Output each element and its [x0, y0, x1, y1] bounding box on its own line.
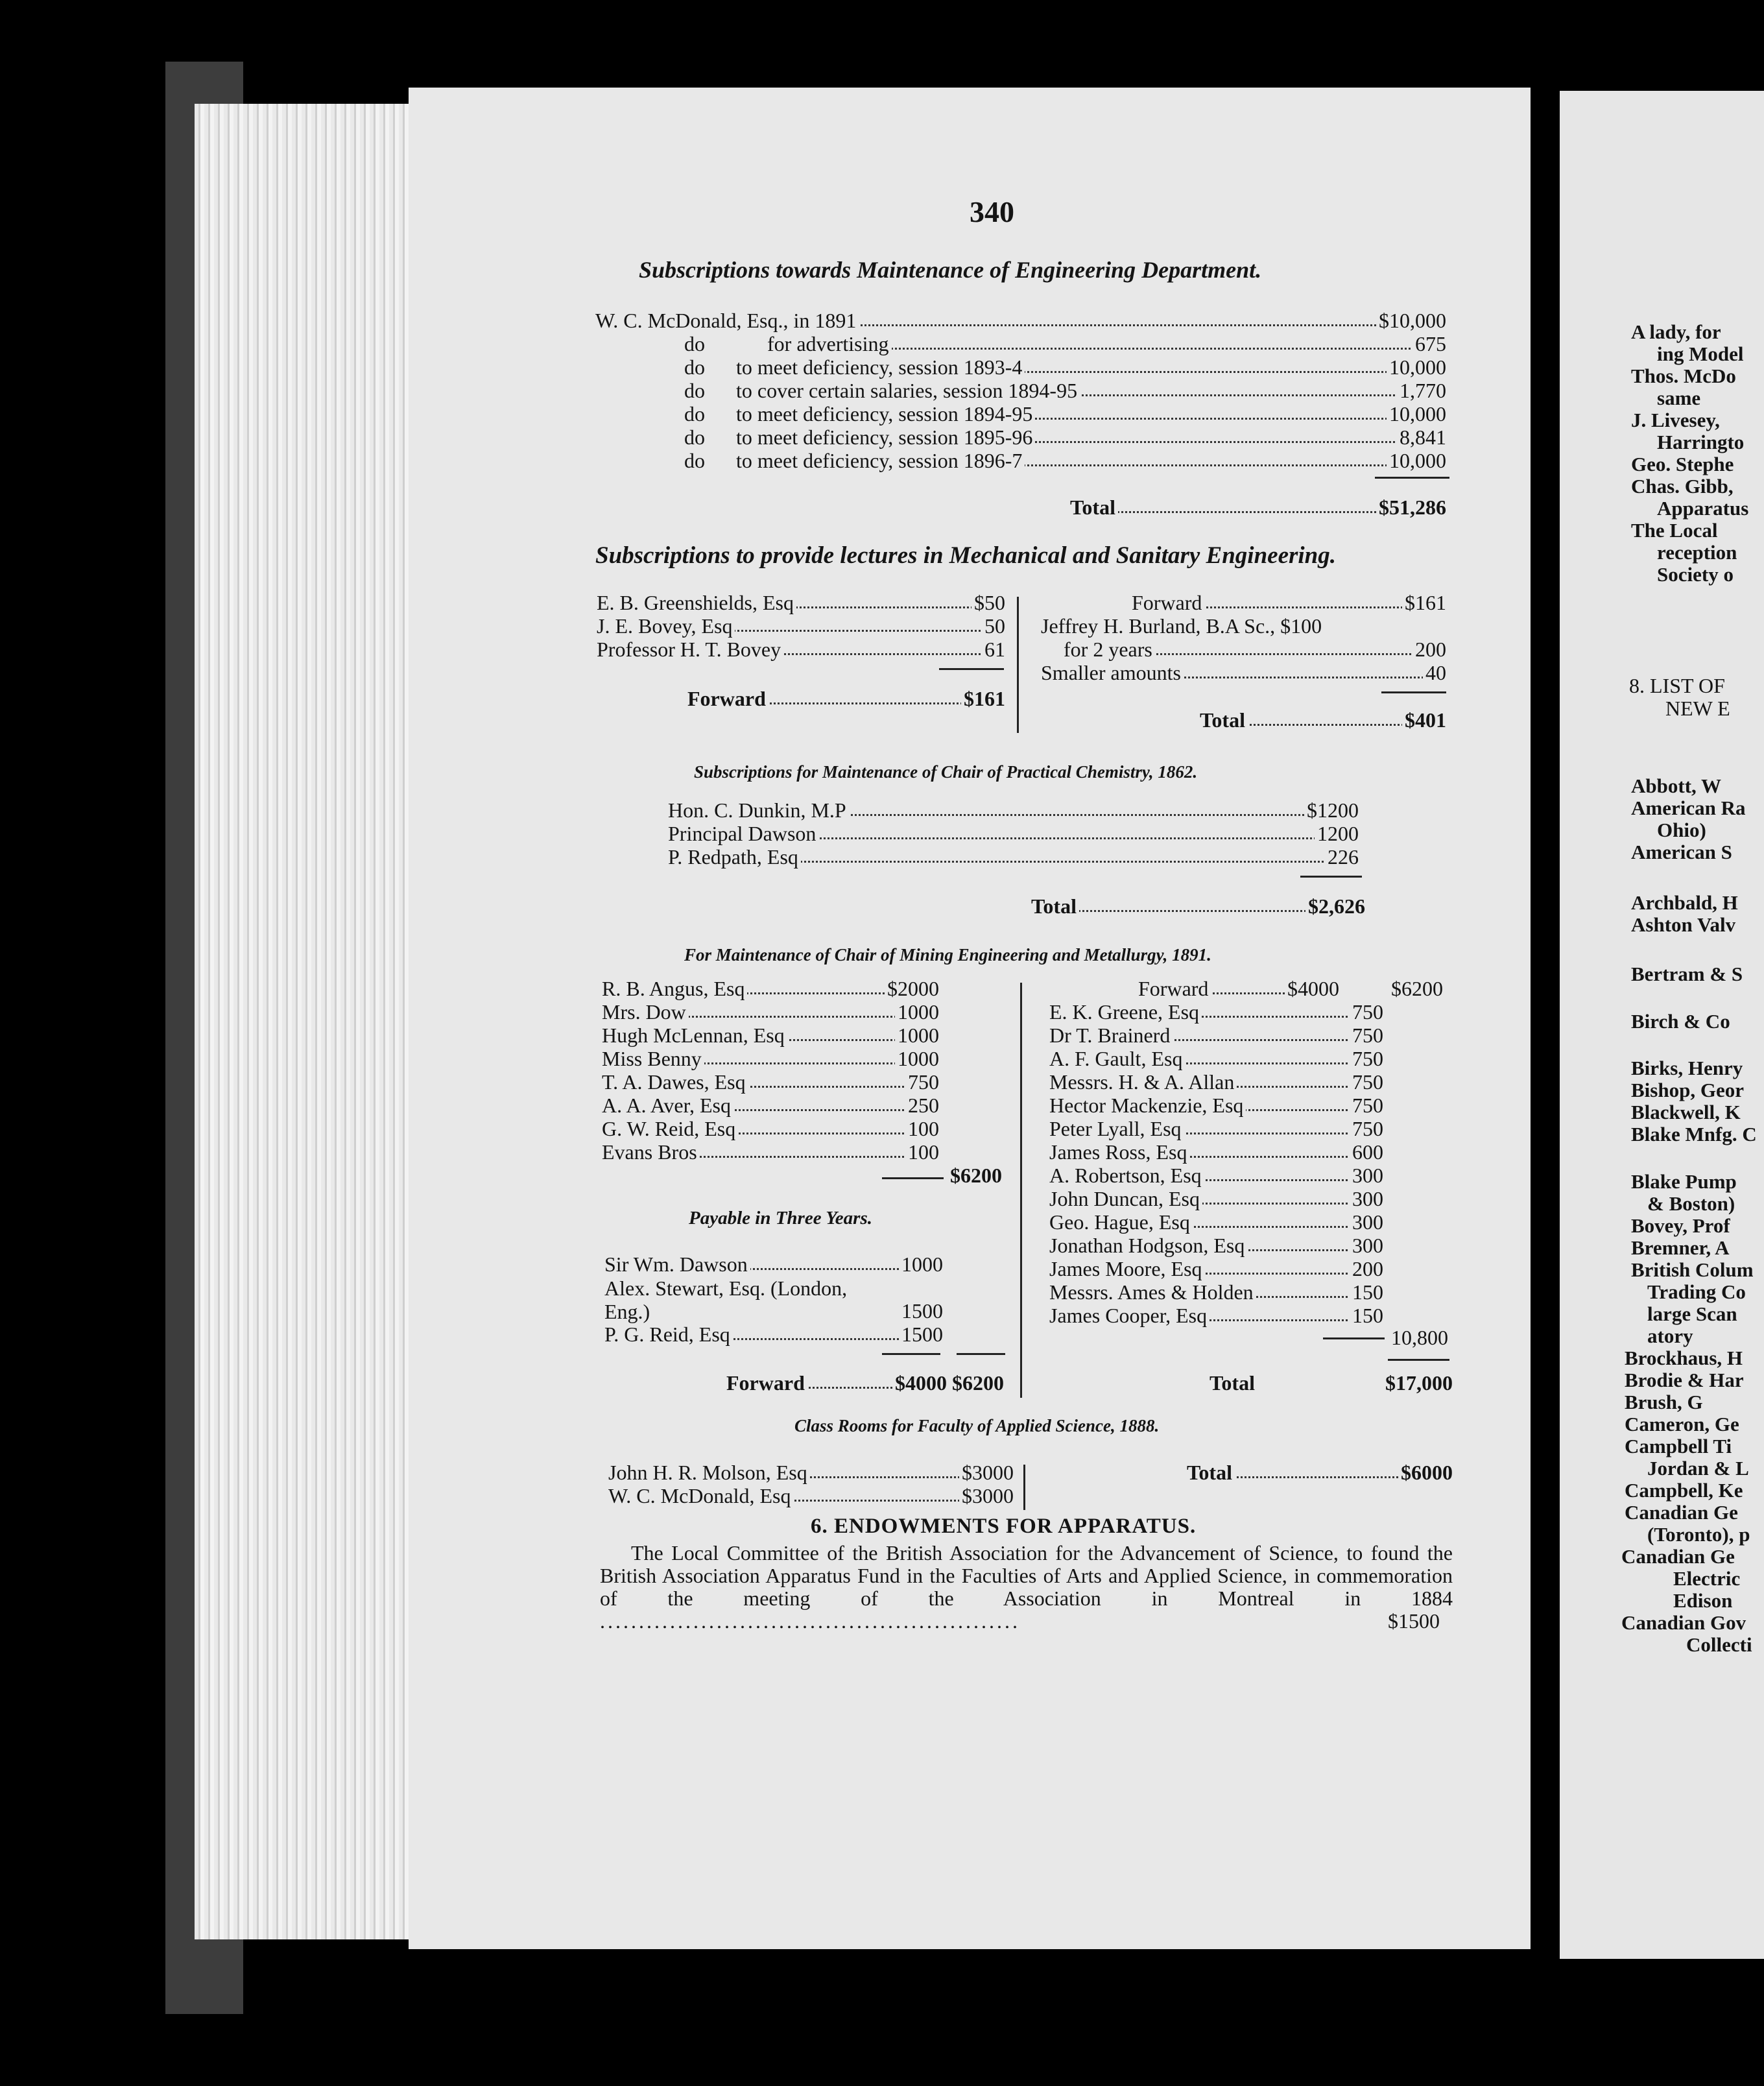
forward-label: Forward	[726, 1372, 807, 1394]
forward-label: Forward	[1132, 592, 1204, 614]
right-list-item: Canadian Ge	[1621, 1545, 1735, 1568]
s2-row	[1064, 638, 1446, 660]
s3-total-value: $2,626	[1305, 895, 1365, 917]
s1-row-label: W. C. McDonald, Esq., in 1891	[595, 309, 859, 331]
right-list-item: British Colum	[1631, 1258, 1754, 1281]
right-list-item: Brush, G	[1625, 1391, 1703, 1413]
s1-row-value: 675	[1412, 333, 1446, 355]
right-list-item: Blake Mnfg. C	[1631, 1123, 1757, 1145]
right-list-item: Birks, Henry	[1631, 1057, 1743, 1079]
s4-row-value: 150	[1350, 1281, 1383, 1303]
s4-row-label: A. F. Gault, Esq	[1049, 1048, 1185, 1070]
s2-total-value: $401	[1402, 709, 1446, 731]
forward-label: Forward	[687, 688, 769, 710]
s4-right-rule	[1323, 1337, 1385, 1339]
right-list-item: Trading Co	[1647, 1280, 1746, 1303]
s2-row-value: 50	[982, 615, 1005, 637]
s4-row-label: Hugh McLennan, Esq	[602, 1024, 787, 1046]
page-number: 340	[970, 195, 1014, 228]
s3-title: Subscriptions for Maintenance of Chair of Practical Chemistry, 1862.	[694, 762, 1198, 782]
s4-payable-row	[604, 1323, 943, 1345]
s4-row-label: Sir Wm. Dawson	[604, 1253, 750, 1275]
right-list-item: Abbott, W	[1631, 774, 1721, 797]
s4-payable-rule	[882, 1353, 940, 1355]
s4-row	[1049, 1211, 1383, 1233]
s1-row-label: do to meet deficiency, session 1893-4	[684, 356, 1025, 378]
s4-row-value: 1000	[895, 1048, 939, 1070]
s4-row-value: 750	[905, 1071, 939, 1093]
s4-right-subtotal: 10,800	[1391, 1326, 1448, 1349]
right-list-item: American Ra	[1631, 797, 1746, 819]
s2-total-row	[1200, 709, 1446, 731]
s3-total-label: Total	[1031, 895, 1079, 917]
s4-row	[602, 1024, 939, 1046]
forward-label: Forward	[1138, 977, 1211, 1000]
s1-row-value: 10,000	[1387, 356, 1446, 378]
s4-row-value: 1000	[895, 1024, 939, 1046]
s1-row	[684, 426, 1446, 448]
s2-total-label: Total	[1200, 709, 1248, 731]
s4-row-label: Peter Lyall, Esq	[1049, 1118, 1184, 1140]
right-line: A lady, for	[1631, 320, 1721, 343]
s4-row	[1049, 1071, 1383, 1093]
right-line: J. Livesey,	[1631, 409, 1720, 431]
s1-row-label: do to cover certain salaries, session 1894-95	[684, 379, 1080, 402]
s2-row	[597, 638, 1005, 660]
s3-row-value: 226	[1325, 846, 1359, 868]
s4-row-label: G. W. Reid, Esq	[602, 1118, 738, 1140]
s4-row-value: 300	[1350, 1164, 1383, 1186]
s6-heading: 6. ENDOWMENTS FOR APPARATUS.	[811, 1515, 1197, 1538]
s4-row	[1049, 1258, 1383, 1280]
s1-row	[684, 379, 1446, 402]
s5-total-row	[1187, 1461, 1453, 1483]
s3-sum-rule	[1300, 876, 1362, 878]
right-section-heading: 8. LIST OF	[1629, 674, 1725, 697]
s4-row-label: Hector Mackenzie, Esq	[1049, 1094, 1246, 1116]
s3-row	[668, 799, 1359, 821]
s4-right-forward	[1138, 977, 1339, 1000]
s4-column-divider	[1020, 983, 1022, 1398]
s5-row-label: John H. R. Molson, Esq	[608, 1461, 810, 1483]
s4-row-value: 1000	[899, 1253, 943, 1275]
s1-row-value: 8,841	[1397, 426, 1446, 448]
s1-row	[684, 356, 1446, 378]
right-line: reception	[1657, 541, 1737, 564]
s3-row-label: Hon. C. Dunkin, M.P	[668, 799, 849, 821]
s4-row-value: $2000	[885, 977, 939, 1000]
s4-row-label: Miss Benny	[602, 1048, 704, 1070]
s5-total-label: Total	[1187, 1461, 1235, 1483]
s2-row-value: 40	[1423, 662, 1446, 684]
s4-row-label: P. G. Reid, Esq	[604, 1323, 733, 1345]
s1-row	[684, 333, 1446, 355]
s2-row-label: J. E. Bovey, Esq	[597, 615, 735, 637]
s4-row-value: 300	[1350, 1234, 1383, 1256]
s1-row	[684, 403, 1446, 425]
s4-row-value: 750	[1350, 1024, 1383, 1046]
s1-row	[595, 309, 1446, 331]
s2-row-label: for 2 years	[1064, 638, 1155, 660]
s4-row-value: 100	[905, 1141, 939, 1163]
s4-total-rule	[1388, 1359, 1449, 1361]
s2-right-rule	[1381, 691, 1446, 693]
s4-right-forward-b: $6200	[1391, 977, 1443, 1000]
s4-row-value: 250	[905, 1094, 939, 1116]
s4-row-value: 750	[1350, 1118, 1383, 1140]
s2-row-value: 61	[982, 638, 1005, 660]
s4-row	[1049, 1164, 1383, 1186]
s4-title: For Maintenance of Chair of Mining Engineering and Metallurgy, 1891.	[684, 945, 1211, 965]
book-spine	[1531, 78, 1560, 1985]
s1-title: Subscriptions towards Maintenance of Engineering Department.	[639, 257, 1262, 283]
s4-row-value: 750	[1350, 1094, 1383, 1116]
s4-left-forward	[726, 1372, 947, 1394]
s4-row-value: 1000	[895, 1001, 939, 1023]
s3-row-label: P. Redpath, Esq	[668, 846, 801, 868]
right-list-item: Canadian Gov	[1621, 1611, 1746, 1634]
right-line: same	[1657, 387, 1701, 409]
s4-row-value: 750	[1350, 1071, 1383, 1093]
s4-row	[1049, 1304, 1383, 1326]
s4-row-label: Messrs. Ames & Holden	[1049, 1281, 1256, 1303]
s2-left-rule	[939, 668, 1004, 670]
s4-total-value: $17,000	[1383, 1372, 1453, 1394]
s4-row-label: Mrs. Dow	[602, 1001, 689, 1023]
right-list-item: & Boston)	[1647, 1192, 1735, 1215]
s1-row-value: 1,770	[1397, 379, 1446, 402]
right-line: The Local	[1631, 519, 1718, 542]
s4-payable-row	[604, 1253, 943, 1275]
right-line: Harringto	[1657, 431, 1745, 453]
s3-row	[668, 846, 1359, 868]
s1-total-label: Total	[1070, 496, 1118, 518]
s1-row-label: do to meet deficiency, session 1895-96	[684, 426, 1035, 448]
s4-row	[602, 1141, 939, 1163]
right-list-item: Ashton Valv	[1631, 913, 1736, 936]
right-list-item: Jordan & L	[1647, 1457, 1749, 1480]
s4-row	[1049, 1141, 1383, 1163]
s2-burland-line: Jeffrey H. Burland, B.A Sc., $100	[1041, 614, 1322, 638]
s4-payable-row-value: 1500	[901, 1299, 943, 1323]
s4-row	[1049, 1024, 1383, 1046]
right-list-item: (Toronto), p	[1647, 1523, 1750, 1546]
s4-row	[1049, 1234, 1383, 1256]
s4-row	[602, 1094, 939, 1116]
s3-row-label: Principal Dawson	[668, 822, 818, 845]
s4-row-value: 1500	[899, 1323, 943, 1345]
s4-row	[602, 1001, 939, 1023]
s5-row-value: $3000	[959, 1485, 1014, 1507]
right-list-item: Brodie & Har	[1625, 1369, 1744, 1391]
s5-divider	[1023, 1465, 1025, 1510]
forward-value: $161	[1402, 592, 1446, 614]
s5-row	[608, 1461, 1014, 1483]
s4-row-label: Dr T. Brainerd	[1049, 1024, 1173, 1046]
right-line: Thos. McDo	[1631, 365, 1736, 387]
s4-row-label: James Cooper, Esq	[1049, 1304, 1210, 1326]
s2-column-divider	[1017, 597, 1019, 733]
right-list-item: American S	[1631, 841, 1732, 863]
s4-row-value: 750	[1350, 1001, 1383, 1023]
s4-row-label: R. B. Angus, Esq	[602, 977, 747, 1000]
s2-title: Subscriptions to provide lectures in Mechanical and Sanitary Engineering.	[595, 542, 1337, 569]
s4-total-row	[1210, 1372, 1453, 1394]
s2-row-label: E. B. Greenshields, Esq	[597, 592, 796, 614]
s2-row	[1041, 662, 1446, 684]
s4-row-value: 600	[1350, 1141, 1383, 1163]
right-list-item: Bremner, A	[1631, 1236, 1730, 1259]
s1-row-label: do to meet deficiency, session 1896-7	[684, 450, 1025, 472]
s1-row-value: 10,000	[1387, 403, 1446, 425]
right-line: Apparatus	[1657, 497, 1749, 520]
right-list-item: Collecti	[1686, 1633, 1752, 1656]
right-list-item: Canadian Ge	[1625, 1501, 1738, 1524]
s1-row-value: 10,000	[1387, 450, 1446, 472]
s1-total-value: $51,286	[1376, 496, 1446, 518]
s4-row	[1049, 1281, 1383, 1303]
right-list-item: Bertram & S	[1631, 963, 1743, 985]
s4-row-value: 200	[1350, 1258, 1383, 1280]
right-list-item: Birch & Co	[1631, 1010, 1730, 1033]
right-list-item: large Scan	[1647, 1302, 1737, 1325]
s4-left-subtotal: $6200	[950, 1164, 1002, 1187]
right-list-item: Blake Pump	[1631, 1170, 1737, 1193]
s4-row	[602, 977, 939, 1000]
s1-sum-rule	[1375, 477, 1449, 479]
right-list-item: Bovey, Prof	[1631, 1214, 1730, 1237]
right-list-item: Blackwell, K	[1631, 1101, 1741, 1123]
right-list-item: Edison	[1673, 1589, 1733, 1612]
s5-row	[608, 1485, 1014, 1507]
s2-row-value: 200	[1412, 638, 1446, 660]
s4-row-label: Geo. Hague, Esq	[1049, 1211, 1193, 1233]
right-line: Geo. Stephe	[1631, 453, 1734, 475]
s4-row-label: A. A. Aver, Esq	[602, 1094, 733, 1116]
s3-total-row	[1031, 895, 1365, 917]
s4-row-value: 300	[1350, 1211, 1383, 1233]
right-list-item: atory	[1647, 1325, 1693, 1347]
s4-row	[1049, 1001, 1383, 1023]
s3-row	[668, 822, 1359, 845]
s4-row	[602, 1118, 939, 1140]
s4-row-label: A. Robertson, Esq	[1049, 1164, 1204, 1186]
s4-row	[1049, 1188, 1383, 1210]
s4-row-value: 100	[905, 1118, 939, 1140]
forward-value: $4000	[892, 1372, 947, 1394]
s4-row	[1049, 1094, 1383, 1116]
s4-row	[602, 1048, 939, 1070]
right-list-item: Brockhaus, H	[1625, 1347, 1743, 1369]
s5-total-value: $6000	[1398, 1461, 1453, 1483]
s2-row-label: Smaller amounts	[1041, 662, 1184, 684]
right-list-item: Ohio)	[1657, 819, 1706, 841]
s4-row	[1049, 1048, 1383, 1070]
s2-row	[597, 615, 1005, 637]
s1-row	[684, 450, 1446, 472]
s6-paragraph-text: The Local Committee of the British Association for the Advancement of Science, to found the British Association Apparatus Fund in the Faculties of Arts and Applied Science, in commemoration of the meeting of the Association in Montreal in 1884	[600, 1541, 1453, 1610]
s4-row	[602, 1071, 939, 1093]
right-line: Chas. Gibb,	[1631, 475, 1734, 498]
s3-row-value: 1200	[1315, 822, 1359, 845]
s2-row	[597, 592, 1005, 614]
s4-row-label: Evans Bros	[602, 1141, 700, 1163]
s5-title: Class Rooms for Faculty of Applied Science, 1888.	[794, 1416, 1160, 1435]
right-list-item: Campbell Ti	[1625, 1435, 1732, 1457]
s2-row-label: Professor H. T. Bovey	[597, 638, 783, 660]
page-stack-edges	[195, 104, 409, 1939]
forward-value: $4000	[1285, 977, 1339, 1000]
s2-row-value: $50	[971, 592, 1005, 614]
s6-paragraph: The Local Committee of the British Association for the Advancement of Science, to found the British Association Apparatus Fund in the Faculties of Arts and Applied Science, in commemoration of the meeting of the Association in Montreal in 1884 ......................................................	[600, 1541, 1453, 1633]
s4-total-label: Total	[1210, 1372, 1257, 1394]
s4-left-rule	[882, 1177, 944, 1179]
s4-row-value: 150	[1350, 1304, 1383, 1326]
right-list-item: Bishop, Geor	[1631, 1079, 1744, 1101]
s1-row-value: $10,000	[1376, 309, 1446, 331]
s5-row-label: W. C. McDonald, Esq	[608, 1485, 793, 1507]
right-line: Society o	[1657, 563, 1734, 586]
s4-payable-heading: Payable in Three Years.	[689, 1208, 872, 1229]
s4-row	[1049, 1118, 1383, 1140]
s1-row-label: do for advertising	[684, 333, 892, 355]
s4-payable-rule	[957, 1353, 1005, 1355]
s4-row-label: Jonathan Hodgson, Esq	[1049, 1234, 1247, 1256]
s1-row-label: do to meet deficiency, session 1894-95	[684, 403, 1035, 425]
s4-row-label: Messrs. H. & A. Allan	[1049, 1071, 1237, 1093]
s6-value: $1500	[1388, 1609, 1440, 1633]
right-line: ing Model	[1657, 342, 1744, 365]
right-section-heading-2: NEW E	[1665, 697, 1730, 720]
s1-total-row	[1070, 496, 1446, 518]
s5-row-value: $3000	[959, 1461, 1014, 1483]
s4-row-label: John Duncan, Esq	[1049, 1188, 1202, 1210]
s2-right-forward	[1132, 592, 1446, 614]
s4-row-label: E. K. Greene, Esq	[1049, 1001, 1202, 1023]
right-list-item: Electric	[1673, 1567, 1741, 1590]
s4-row-value: 750	[1350, 1048, 1383, 1070]
forward-value: $161	[961, 688, 1005, 710]
s4-row-label: James Moore, Esq	[1049, 1258, 1205, 1280]
s4-row-label: T. A. Dawes, Esq	[602, 1071, 748, 1093]
right-list-item: Cameron, Ge	[1625, 1413, 1739, 1435]
s4-payable-row-label: Alex. Stewart, Esq. (London, Eng.)	[604, 1277, 848, 1323]
s4-row-value: 300	[1350, 1188, 1383, 1210]
s4-row-label: James Ross, Esq	[1049, 1141, 1189, 1163]
right-list-item: Campbell, Ke	[1625, 1479, 1743, 1502]
right-list-item: Archbald, H	[1631, 891, 1738, 914]
s2-left-forward	[687, 688, 1005, 710]
s3-row-value: $1200	[1304, 799, 1359, 821]
s4-left-forward-b: $6200	[952, 1371, 1004, 1395]
